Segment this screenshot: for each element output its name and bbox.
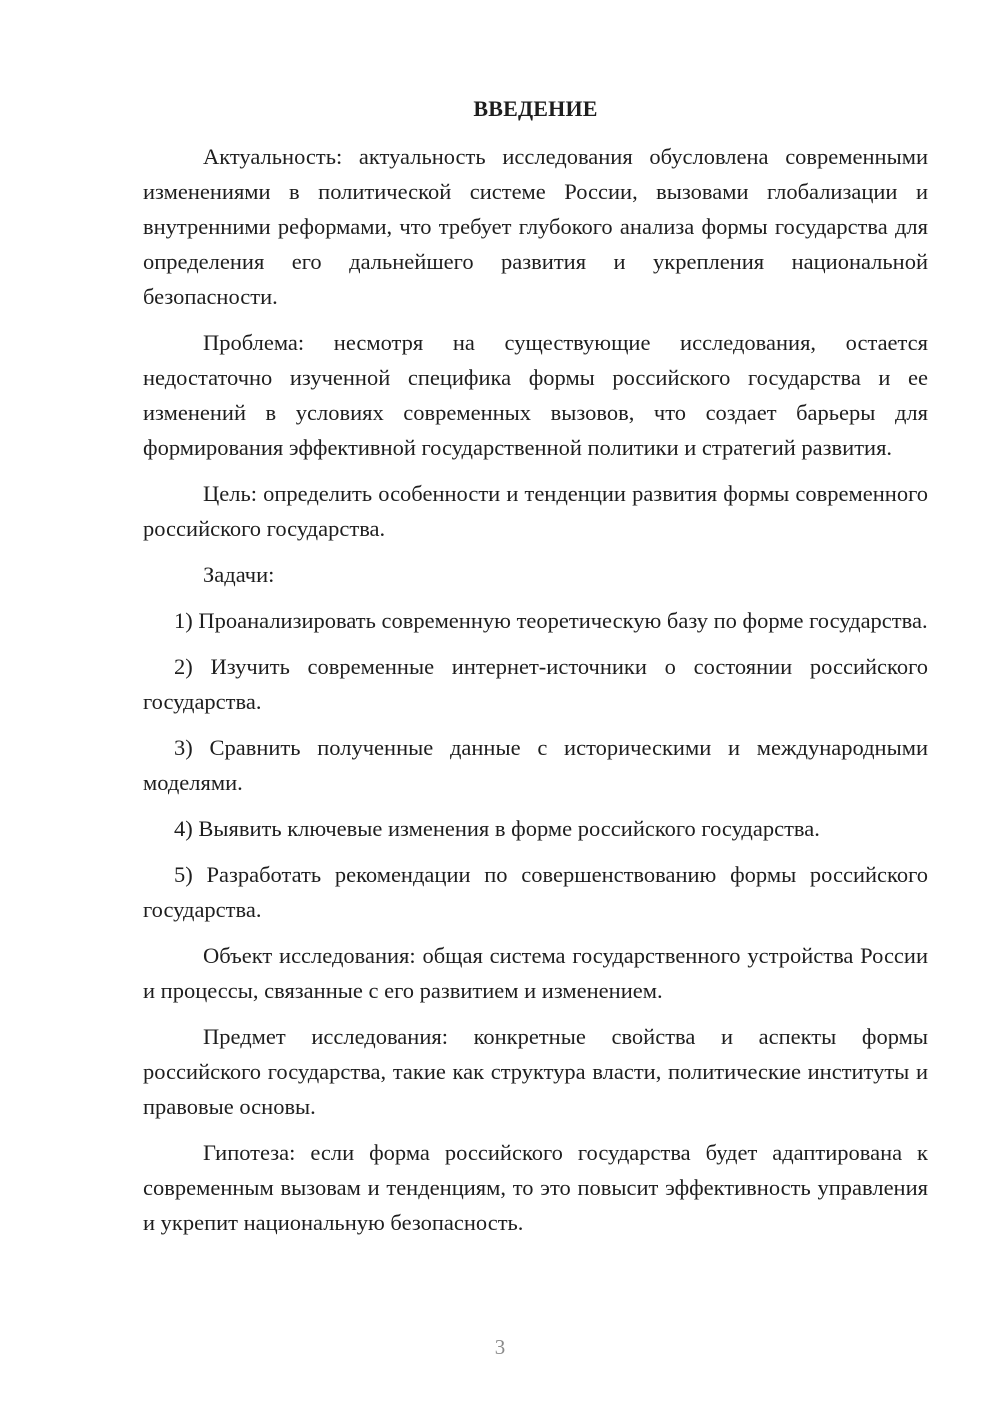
section-title: ВВЕДЕНИЕ	[473, 96, 598, 121]
subject-paragraph: Предмет исследования: конкретные свойства и аспекты формы российского государства, такие как структура власти, политические институты и правовые основы.	[143, 1024, 928, 1119]
task-item-5: 5) Разработать рекомендации по совершенствованию формы российского государства.	[143, 862, 928, 922]
relevance-paragraph: Актуальность: актуальность исследования обусловлена современными изменениями в политической системе России, вызовами глобализации и внутренними реформами, что требует глубокого анализа формы государства для определения его дальнейшего развития и укрепления национальной безопасности.	[143, 144, 928, 309]
goal-paragraph: Цель: определить особенности и тенденции развития формы современного российского государства.	[143, 481, 928, 541]
task-item-3: 3) Сравнить полученные данные с историческими и международными моделями.	[143, 735, 928, 795]
hypothesis-paragraph: Гипотеза: если форма российского государства будет адаптирована к современным вызовам и тенденциям, то это повысит эффективность управления и укрепит национальную безопасность.	[143, 1140, 928, 1235]
task-item-2: 2) Изучить современные интернет-источники о состоянии российского государства.	[143, 654, 928, 714]
document-page	[143, 92, 928, 1240]
object-paragraph: Объект исследования: общая система государственного устройства России и процессы, связанные с его развитием и изменением.	[143, 943, 928, 1003]
tasks-heading: Задачи:	[203, 562, 275, 587]
task-item-1: 1) Проанализировать современную теоретическую базу по форме государства.	[174, 608, 928, 633]
task-item-4: 4) Выявить ключевые изменения в форме российского государства.	[174, 816, 820, 841]
problem-paragraph: Проблема: несмотря на существующие исследования, остается недостаточно изученной специфика формы российского государства и ее изменений в условиях современных вызовов, что создает барьеры для формирования эффективной государственной политики и стратегий развития.	[143, 330, 928, 460]
page-number: 3	[494, 1335, 506, 1359]
